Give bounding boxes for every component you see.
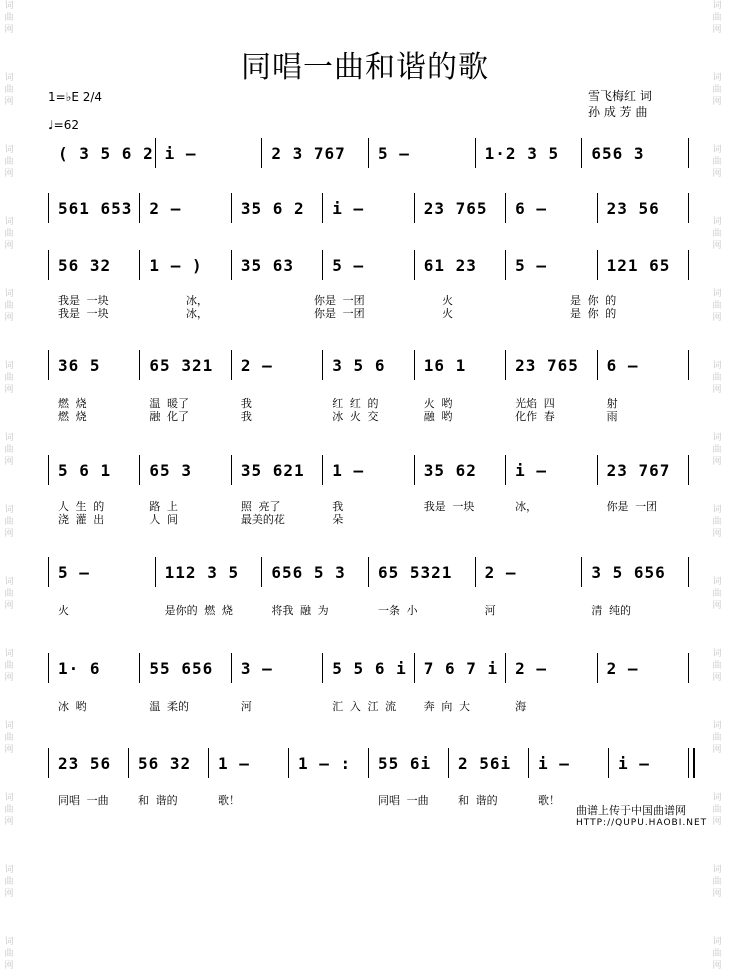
measure: 35 62 — [423, 461, 477, 480]
barline — [688, 193, 689, 223]
barline — [322, 250, 323, 280]
lyric-word: 火 — [442, 294, 453, 307]
barline — [48, 557, 49, 587]
barline — [231, 653, 232, 683]
measure: 35 6 2 — [240, 199, 305, 218]
lyric-word: 火 哟 — [423, 397, 453, 410]
barline — [261, 557, 262, 587]
barline — [581, 138, 582, 168]
lyric-word: 冰， — [186, 307, 208, 320]
measure: i – — [332, 199, 365, 218]
measure: 112 3 5 — [164, 563, 240, 582]
source-footer — [576, 804, 707, 830]
measure: 6 – — [515, 199, 548, 218]
score-row — [48, 138, 688, 168]
barline — [155, 557, 156, 587]
barline — [231, 250, 232, 280]
measure: 656 5 3 — [271, 563, 346, 582]
lyric-word: 火 — [442, 307, 453, 320]
score-row — [48, 193, 688, 223]
lyric-word: 最美的花 — [240, 513, 285, 526]
lyric-word: 我 — [332, 500, 344, 513]
barline — [48, 455, 49, 485]
measure: 61 23 — [423, 256, 477, 275]
barline — [48, 748, 49, 778]
barline — [139, 350, 140, 380]
barline — [688, 455, 689, 485]
barline — [505, 193, 506, 223]
lyric-word: 歌！ — [538, 794, 560, 807]
barline — [414, 193, 415, 223]
barline — [368, 138, 369, 168]
lyric-word: 我是 一块 — [58, 307, 109, 320]
lyric-word: 冰 火 交 — [332, 410, 379, 423]
measure: 7 6 7 i — [423, 659, 499, 678]
barline — [139, 193, 140, 223]
measure: 65 321 — [149, 356, 214, 375]
measure: 2 – — [149, 199, 182, 218]
lyric-word: 我 — [240, 410, 252, 423]
lyric-word: 同唱 一曲 — [58, 794, 109, 807]
measure: 3 – — [240, 659, 273, 678]
barline — [414, 455, 415, 485]
measure: 2 – — [484, 563, 517, 582]
lyric-word: 你是 一团 — [314, 294, 365, 307]
lyric-word: 火 — [58, 604, 69, 617]
barline — [505, 250, 506, 280]
measure: 55 656 — [149, 659, 214, 678]
barline — [688, 557, 689, 587]
measure: i – — [515, 461, 548, 480]
lyric-word: 是 你 的 — [570, 307, 617, 320]
lyric-word: 化作 春 — [515, 410, 555, 423]
lyric-word: 你是 一团 — [314, 307, 365, 320]
score-row — [48, 350, 688, 380]
lyric-word: 奔 向 大 — [423, 700, 470, 713]
barline — [505, 455, 506, 485]
key-signature: 1=♭E 2/4 — [48, 90, 103, 104]
lyric-word: 融 化了 — [149, 410, 190, 423]
score-row — [48, 250, 688, 280]
measure: 56 32 — [58, 256, 112, 275]
barline — [48, 653, 49, 683]
lyric-word: 将我 融 为 — [271, 604, 329, 617]
lyric-word: 我 — [240, 397, 252, 410]
score-row — [48, 455, 688, 485]
lyric-word: 清 纯的 — [591, 604, 631, 617]
barline — [368, 748, 369, 778]
lyric-word: 冰 哟 — [58, 700, 87, 713]
credits — [588, 88, 652, 120]
barline — [128, 748, 129, 778]
lyric-word: 浇 灌 出 — [58, 513, 105, 526]
measure: 2 – — [240, 356, 273, 375]
measure: 1 – : — [298, 754, 352, 773]
lyric-word: 和 谐的 — [458, 794, 498, 807]
lyric-word: 融 哟 — [423, 410, 453, 423]
barline — [261, 138, 262, 168]
measure: 6 – — [606, 356, 639, 375]
measure: 23 765 — [423, 199, 488, 218]
lyric-word: 是你的 燃 烧 — [164, 604, 233, 617]
barline — [528, 748, 529, 778]
measure: i – — [164, 144, 197, 163]
source-url: HTTP://QUPU.HAOBI.NET — [576, 818, 708, 828]
lyric-word: 射 — [606, 397, 618, 410]
measure: 1· 6 — [58, 659, 101, 678]
lyric-word: 和 谐的 — [138, 794, 178, 807]
measure: 65 5321 — [378, 563, 453, 582]
measure: 23 767 — [606, 461, 671, 480]
measure: 1·2 3 5 — [484, 144, 560, 163]
barline — [688, 350, 689, 380]
tempo-marking: ♩=62 — [48, 118, 79, 132]
barline — [414, 250, 415, 280]
barline — [448, 748, 449, 778]
barline — [208, 748, 209, 778]
measure: 2 3 767 — [271, 144, 346, 163]
barline — [288, 748, 289, 778]
measure: 5 6 1 — [58, 461, 112, 480]
measure: 23 56 — [58, 754, 112, 773]
measure: 5 – — [378, 144, 410, 163]
measure: 55 6i — [378, 754, 432, 773]
measure: 1 – — [218, 754, 250, 773]
lyric-word: 我是 一块 — [58, 294, 109, 307]
barline — [231, 350, 232, 380]
lyric-word: 你是 一团 — [606, 500, 658, 513]
lyric-word: 人 间 — [149, 513, 179, 526]
measure: 23 765 — [515, 356, 579, 375]
barline — [505, 653, 506, 683]
barline — [475, 138, 476, 168]
lyric-word: 河 — [484, 604, 496, 617]
barline — [414, 350, 415, 380]
barline — [688, 653, 689, 683]
measure: 2 56i — [458, 754, 512, 773]
lyric-word: 同唱 一曲 — [378, 794, 429, 807]
measure: 2 – — [606, 659, 639, 678]
barline — [597, 455, 598, 485]
watermark-left: 词 曲 网 词 曲 网 词 曲 网 词 曲 网 词 曲 网 词 曲 网 词 曲 网 词 曲 网 词 曲 网 词 曲 网 词 曲 网 词 曲 网 词 曲 网 词 曲 网 — [4, 1, 14, 971]
barline — [475, 557, 476, 587]
barline — [231, 193, 232, 223]
barline — [368, 557, 369, 587]
watermark-right: 词 曲 网 词 曲 网 词 曲 网 词 曲 网 词 曲 网 词 曲 网 词 曲 网 词 曲 网 词 曲 网 词 曲 网 词 曲 网 词 曲 网 词 曲 网 词 曲 网 — [712, 1, 722, 971]
measure: 35 63 — [240, 256, 295, 275]
measure: 1 – — [332, 461, 365, 480]
barline — [597, 193, 598, 223]
measure: 2 – — [515, 659, 548, 678]
lyric-word: 一条 小 — [378, 604, 418, 617]
lyricist-credit: 雪飞梅红 词 — [588, 89, 652, 103]
barline — [48, 193, 49, 223]
barline — [231, 455, 232, 485]
lyric-word: 雨 — [606, 410, 618, 423]
barline — [48, 350, 49, 380]
measure: 3 5 656 — [591, 563, 666, 582]
measure: 5 – — [332, 256, 365, 275]
barline — [505, 350, 506, 380]
barline — [322, 653, 323, 683]
score-row — [48, 557, 688, 587]
lyric-word: 路 上 — [149, 500, 179, 513]
barline — [322, 193, 323, 223]
lyric-word: 汇 入 江 流 — [332, 700, 397, 713]
barline — [688, 748, 695, 778]
measure: 1 – ) — [149, 256, 203, 275]
lyric-word: 燃 烧 — [58, 410, 87, 423]
measure: 5 5 6 i — [332, 659, 407, 678]
measure: ( 3 5 6 2 — [58, 144, 154, 163]
lyric-word: 红 红 的 — [332, 397, 379, 410]
lyric-word: 燃 烧 — [58, 397, 87, 410]
barline — [414, 653, 415, 683]
lyric-word: 人 生 的 — [58, 500, 105, 513]
barline — [322, 350, 323, 380]
source-text: 曲谱上传于中国曲谱网 — [576, 804, 686, 817]
lyric-word: 温 柔的 — [149, 700, 190, 713]
barline — [608, 748, 609, 778]
barline — [139, 653, 140, 683]
measure: 121 65 — [606, 256, 671, 275]
lyric-word: 光焰 四 — [515, 397, 555, 410]
measure: 656 3 — [591, 144, 645, 163]
barline — [48, 250, 49, 280]
lyric-word: 冰， — [515, 500, 538, 513]
measure: 23 56 — [606, 199, 660, 218]
measure: 35 621 — [240, 461, 305, 480]
lyric-word: 海 — [515, 700, 527, 713]
lyric-word: 照 亮了 — [240, 500, 281, 513]
score-row — [48, 748, 688, 778]
barline — [597, 250, 598, 280]
measure: i – — [538, 754, 570, 773]
barline — [322, 455, 323, 485]
measure: 65 3 — [149, 461, 192, 480]
barline — [688, 138, 689, 168]
lyric-word: 温 暖了 — [149, 397, 190, 410]
lyric-word: 是 你 的 — [570, 294, 617, 307]
lyric-word: 我是 一块 — [423, 500, 475, 513]
barline — [581, 557, 582, 587]
lyric-word: 河 — [240, 700, 252, 713]
measure: 5 – — [515, 256, 548, 275]
measure: i – — [618, 754, 650, 773]
barline — [139, 250, 140, 280]
measure: 5 – — [58, 563, 90, 582]
lyric-word: 歌！ — [218, 794, 240, 807]
barline — [597, 653, 598, 683]
measure: 3 5 6 — [332, 356, 386, 375]
lyric-word: 冰， — [186, 294, 208, 307]
measure: 56 32 — [138, 754, 192, 773]
song-title: 同唱一曲和谐的歌 — [241, 50, 489, 85]
measure: 561 653 — [58, 199, 133, 218]
score-row — [48, 653, 688, 683]
measure: 36 5 — [58, 356, 101, 375]
measure: 16 1 — [423, 356, 467, 375]
barline — [139, 455, 140, 485]
lyric-word: 朵 — [332, 513, 344, 526]
barline — [597, 350, 598, 380]
composer-credit: 孙 成 芳 曲 — [588, 105, 648, 119]
barline — [155, 138, 156, 168]
barline — [688, 250, 689, 280]
